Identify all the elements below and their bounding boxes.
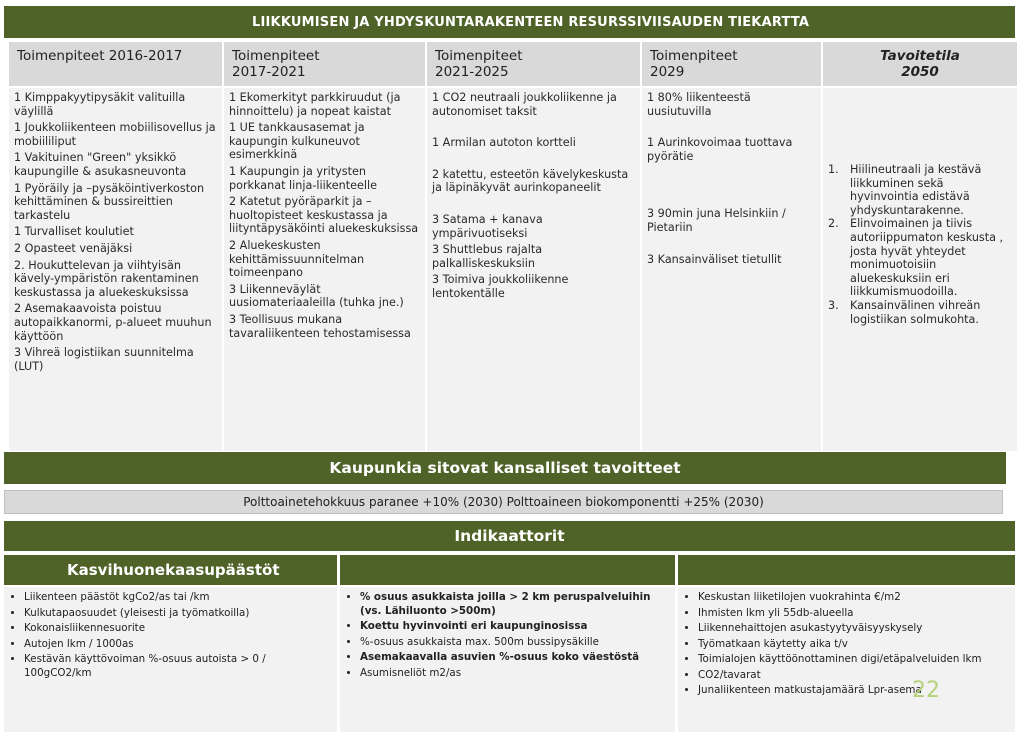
action-item: 1 Kaupungin ja yritysten porkkanat linja-liikenteelle [229,164,377,192]
indicators-emissions [4,587,337,732]
target-number: 1. [828,163,839,176]
header-2021-2025 [426,41,641,87]
indicator-item: • Autojen lkm / 1000as [24,638,331,652]
target-number: 2. [828,217,839,231]
action-item: 2 Aluekeskusten kehittämissuunnitelman toimeenpano [229,238,365,280]
action-item: 1 Joukkoliikenteen mobiilisovellus ja mobiililiput [14,121,216,148]
actions-2021-2025 [426,87,641,452]
target-number: 3. [828,298,839,312]
action-item: 1 80% liikenteestä uusiutuvilla [647,91,751,118]
indicators-col2 [340,587,675,732]
action-item: 1 Aurinkovoimaa tuottava pyörätie [647,136,793,163]
header-2017-2021-line1: Toimenpiteet [232,48,320,64]
header-2016-2017 [8,41,223,87]
action-item: 1 Ekomerkityt parkkiruudut (ja hinnoittelu) ja nopeat kaistat [229,91,401,118]
header-2017-2021 [223,41,426,87]
indicator-item: • Asemakaavalla asuvien %-osuus koko väestöstä [360,651,669,665]
header-target-line2: 2050 [901,64,939,80]
action-item: 3 Shuttlebus rajalta palkalliskeskuksiin [432,243,543,270]
roadmap-title: LIIKKUMISEN JA YHDYSKUNTARAKENTEEN RESURSSIVIISAUDEN TIEKARTTA [252,14,810,30]
indicator-item: • Kokonaisliikennesuorite [24,622,331,636]
indicators-col3 [678,587,1015,732]
national-targets-banner [4,452,1006,484]
header-2021-2025-line1: Toimenpiteet [435,48,523,64]
action-item: 1 Vakituinen "Green" yksikkö kaupungille & asukasneuvonta [14,151,187,178]
target-list [828,163,1012,326]
target-item [828,299,1012,326]
action-item: 2 Opasteet venäjäksi [14,241,133,255]
actions-2017-2021 [223,87,426,452]
action-item: 1 UE tankkausasemat ja kaupungin kulkuneuvot esimerkkinä [229,121,365,162]
roadmap-table [7,40,1019,453]
indicator-header-col3 [678,555,1015,585]
roadmap-header-row [8,41,1018,87]
header-2017-2021-line2: 2017-2021 [232,64,306,80]
action-item: 3 Toimiva joukkoliikenne lentokentälle [432,273,569,300]
indicator-header-emissions-label: Kasvihuonekaasupäästöt [67,561,280,579]
actions-2029 [641,87,822,452]
indicator-item: • Asumisneliöt m2/as [360,667,669,681]
action-item: 3 Teollisuus mukana tavaraliikenteen tehostamisessa [229,312,411,340]
action-item: 2 katettu, esteetön kävelykeskusta ja läpinäkyvät aurinkopaneelit [432,167,629,195]
header-2029-line1: Toimenpiteet [650,48,738,64]
actions-2016-2017 [8,87,223,452]
action-item: 3 Kansainväliset tietullit [647,252,782,266]
target-text: Kansainvälinen vihreän logistiikan solmukohta. [850,298,981,326]
target-item [828,163,1012,217]
indicator-item: • Liikenteen päästöt kgCo2/as tai /km [24,591,331,605]
indicator-list [10,591,331,680]
header-2029 [641,41,822,87]
target-text: Hiilineutraali ja kestävä liikkuminen sekä hyvinvointia edistävä yhdyskuntarakenne. [850,163,982,217]
indicators-title: Indikaattorit [454,527,565,545]
roadmap-title-banner [4,6,1015,38]
target-text: Elinvoimainen ja tiivis autoriippumaton keskusta , josta hyvät yhteydet monimuotoisiin aluekeskuksiin eri liikkumismuodoilla. [850,217,1004,299]
roadmap-body-row [8,87,1018,452]
action-item: 2. Houkuttelevan ja viihtyisän kävely-ympäristön rakentaminen keskustassa ja aluekeskuksissa [14,258,199,299]
action-item: 1 CO2 neutraali joukkoliikenne ja autonomiset taksit [432,91,617,118]
indicator-list [684,591,1009,698]
national-targets-text: Polttoainetehokkuus paranee +10% (2030) Polttoaineen biokomponentti +25% (2030) [243,495,764,509]
header-target-2050 [822,41,1018,87]
action-item: 2 Asemakaavoista poistuu autopaikkanormi, p-alueet muuhun käyttöön [14,302,212,343]
indicator-item: • Keskustan liiketilojen vuokrahinta €/m2 [698,591,1009,605]
header-2021-2025-line2: 2021-2025 [435,64,509,80]
action-item: 3 Satama + kanava ympärivuotiseksi [432,212,543,240]
header-2016-2017-label: Toimenpiteet 2016-2017 [17,48,183,64]
indicator-item: • %-osuus asukkaista max. 500m bussipysäkille [360,636,669,650]
indicator-item: • % osuus asukkaista joilla > 2 km peruspalveluihin (vs. Lähiluonto >500m) [360,591,669,618]
action-item: 3 Liikenneväylät uusiomateriaaleilla (tuhka jne.) [229,282,404,310]
indicator-item: • Ihmisten lkm yli 55db-alueella [698,607,1009,621]
indicator-item: • Toimialojen käyttöönottaminen digi/etäpalveluiden lkm [698,653,1009,667]
action-item: 3 90min juna Helsinkiin / Pietariin [647,207,786,234]
action-item: 1 Pyöräily ja –pysäköintiverkoston kehittäminen & bussireittien tarkastelu [14,181,205,222]
indicator-item: • Koettu hyvinvointi eri kaupunginosissa [360,620,669,634]
national-targets-bar [4,490,1003,514]
indicators-banner [4,521,1015,551]
target-item [828,217,1012,299]
indicator-header-emissions [4,555,337,585]
header-2029-line2: 2029 [650,64,685,80]
indicator-item: • Liikennehaittojen asukastyytyväisyyskysely [698,622,1009,636]
page-number: 22 [912,678,940,703]
indicator-list [346,591,669,680]
indicator-item: • Kestävän käyttövoiman %-osuus autoista > 0 / 100gCO2/km [24,653,331,680]
action-item: 3 Vihreä logistiikan suunnitelma (LUT) [14,346,194,373]
action-item: 1 Armilan autoton kortteli [432,136,576,150]
action-item: 2 Katetut pyöräparkit ja –huoltopisteet keskustassa ja liityntäpysäköinti aluekeskuksissa [229,195,419,236]
action-item: 1 Kimppakyytipysäkit valituilla väylillä [14,91,186,118]
indicator-item: • Junaliikenteen matkustajamäärä Lpr-asema [698,684,1009,698]
target-state-2050 [822,87,1018,452]
action-item: 1 Turvalliset koulutiet [14,225,134,239]
indicator-item: • Kulkutapaosuudet (yleisesti ja työmatkoilla) [24,607,331,621]
indicator-item: • CO2/tavarat [698,669,1009,683]
header-target-line1: Tavoitetila [880,48,960,64]
indicator-header-col2 [340,555,675,585]
national-targets-title: Kaupunkia sitovat kansalliset tavoitteet [329,459,681,477]
indicator-item: • Työmatkaan käytetty aika t/v [698,638,1009,652]
